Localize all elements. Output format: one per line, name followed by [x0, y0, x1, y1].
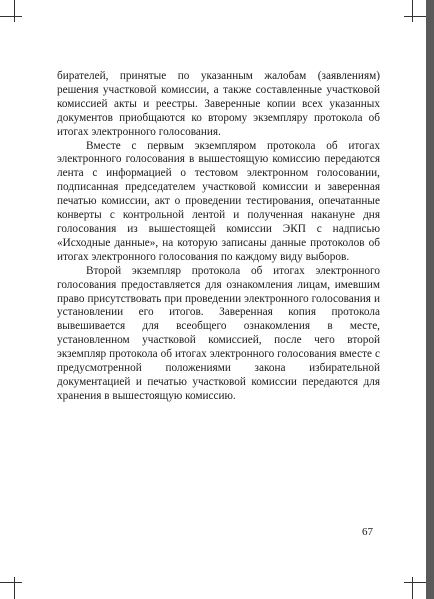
crop-mark — [404, 582, 426, 583]
crop-mark — [412, 0, 413, 22]
body-text — [57, 70, 380, 404]
paragraph: бирателей, принятые по указанным жалобам (заявлениям) решения участковой комиссии, а также составленные участковой комиссией акты и реестры. Заверенные копии всех указанных документов приобщаются ко второму экземпляру протокола об итогах электронного голосования. — [57, 70, 380, 138]
crop-mark — [0, 582, 22, 583]
page-edge-strip — [426, 0, 434, 599]
page-number: 67 — [362, 526, 373, 538]
crop-mark — [14, 0, 15, 22]
paragraph: Второй экземпляр протокола об итогах электронного голосования предоставляется для ознакомления лицам, имевшим право присутствовать при проведении электронного голосования и установлении его итогов. Заверенная копия протокола вывешивается для всеобщего ознакомления в месте, установленном участковой комиссией, после чего второй экземпляр протокола об итогах электронного голосования вместе с предусмотренной положениями закона избирательной документацией и печатью участковой комиссии передаются для хранения в вышестоящую комиссию. — [57, 264, 380, 402]
crop-mark — [404, 16, 426, 17]
crop-mark — [0, 16, 22, 17]
crop-mark — [412, 577, 413, 599]
paragraph: Вместе с первым экземпляром протокола об итогах электронного голосования в вышестоящую комиссию передаются лента с информацией о тестовом электронном голосовании, подписанная председателем участковой комиссии и заверенная печатью комиссии, акт о проведении тестирования, опечатанные конверты с контрольной лентой и полученная накануне дня голосования из вышестоящей комиссии ЭКП с надписью «Исходные данные», на которую записаны данные протоколов об итогах электронного голосования по каждому виду выборов. — [57, 139, 380, 263]
crop-mark — [14, 577, 15, 599]
